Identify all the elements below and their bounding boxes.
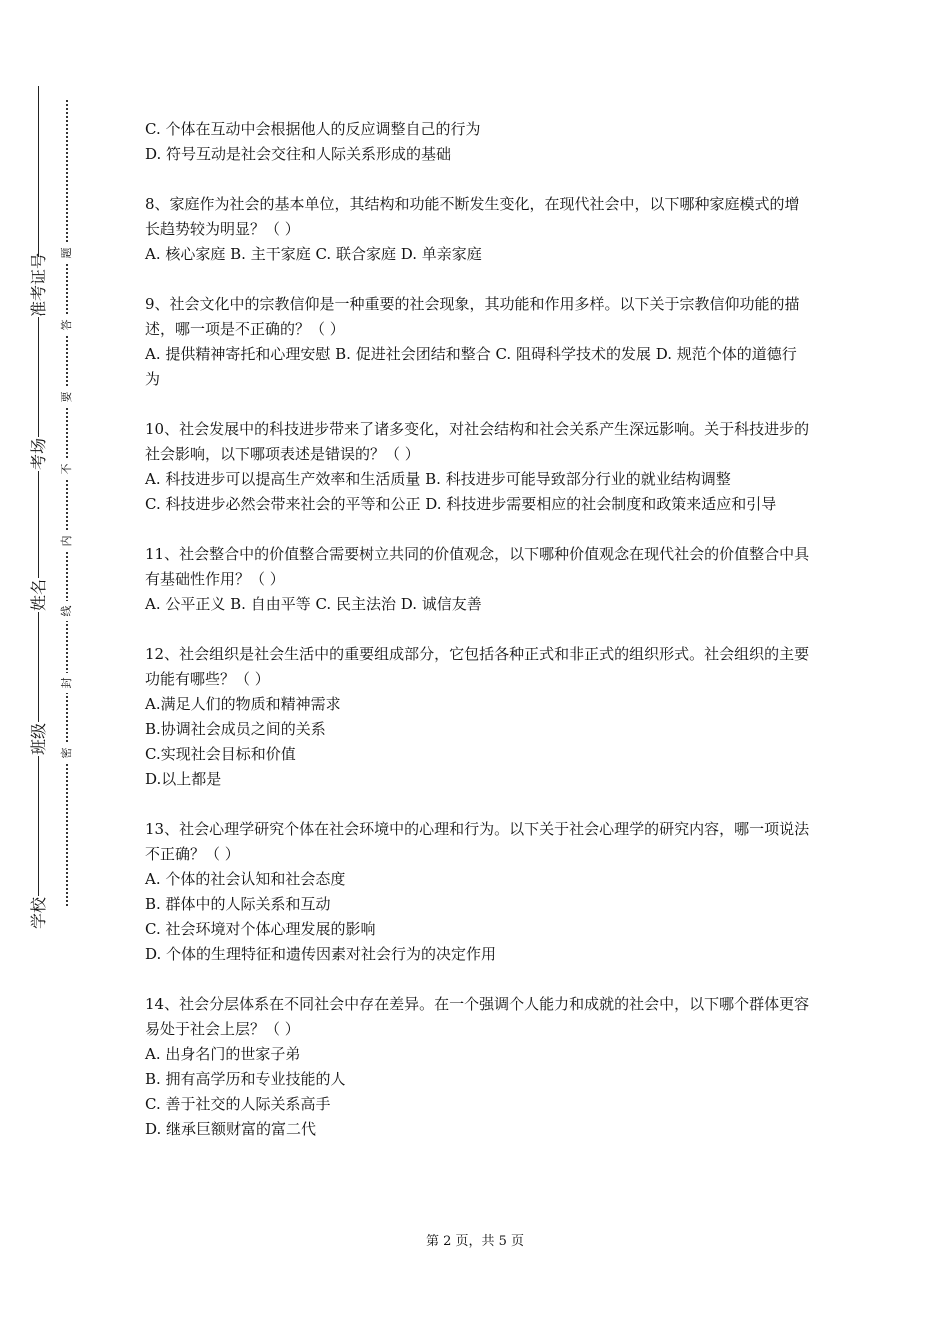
school-label: 学校 xyxy=(22,896,56,930)
seal-char: 密 xyxy=(58,743,76,763)
option: D. 符号互动是社会交往和人际关系形成的基础 xyxy=(145,145,452,163)
seal-dotted-line xyxy=(66,100,68,906)
question-text: 11、社会整合中的价值整合需要树立共同的价值观念，以下哪种价值观念在现代社会的价值整合中具有基础性作用？（ ） xyxy=(145,545,810,588)
seal-char: 不 xyxy=(58,459,76,479)
option: A. 提供精神寄托和心理安慰 B. 促进社会团结和整合 C. 阻碍科学技术的发展 D. 规范个体的道德行为 xyxy=(145,345,797,388)
seal-char: 内 xyxy=(58,531,76,551)
question-10 xyxy=(145,417,810,517)
name-label: 姓名 xyxy=(22,578,56,612)
exam-room-label: 考场 xyxy=(22,437,56,471)
question-text: 10、社会发展中的科技进步带来了诸多变化，对社会结构和社会关系产生深远影响。关于科技进步的社会影响，以下哪项表述是错误的？（ ） xyxy=(145,420,810,463)
option: C.实现社会目标和价值 xyxy=(145,745,296,763)
binding-solid-line xyxy=(38,86,39,924)
option: D. 个体的生理特征和遗传因素对社会行为的决定作用 xyxy=(145,945,497,963)
option: B. 拥有高学历和专业技能的人 xyxy=(145,1070,346,1088)
question-text: 14、社会分层体系在不同社会中存在差异。在一个强调个人能力和成就的社会中，以下哪个群体更容易处于社会上层？（ ） xyxy=(145,995,810,1038)
option: A. 科技进步可以提高生产效率和生活质量 B. 科技进步可能导致部分行业的就业结构调整 xyxy=(145,470,731,488)
seal-char: 线 xyxy=(58,601,76,621)
question-8 xyxy=(145,192,810,267)
question-text: 12、社会组织是社会生活中的重要组成部分，它包括各种正式和非正式的组织形式。社会组织的主要功能有哪些？（ ） xyxy=(145,645,810,688)
option: D. 继承巨额财富的富二代 xyxy=(145,1120,317,1138)
question-text: 8、家庭作为社会的基本单位，其结构和功能不断发生变化，在现代社会中，以下哪种家庭模式的增长趋势较为明显？（ ） xyxy=(145,195,800,238)
option: B.协调社会成员之间的关系 xyxy=(145,720,326,738)
question-13 xyxy=(145,817,810,967)
question-9 xyxy=(145,292,810,392)
exam-content xyxy=(145,117,810,1142)
option: A. 公平正义 B. 自由平等 C. 民主法治 D. 诚信友善 xyxy=(145,595,482,613)
seal-char: 封 xyxy=(58,673,76,693)
option: C. 个体在互动中会根据他人的反应调整自己的行为 xyxy=(145,120,481,138)
option: A. 核心家庭 B. 主干家庭 C. 联合家庭 D. 单亲家庭 xyxy=(145,245,482,263)
option: C. 科技进步必然会带来社会的平等和公正 D. 科技进步需要相应的社会制度和政策来适应和引导 xyxy=(145,495,777,513)
option: C. 社会环境对个体心理发展的影响 xyxy=(145,920,376,938)
option: C. 善于社交的人际关系高手 xyxy=(145,1095,331,1113)
option: A.满足人们的物质和精神需求 xyxy=(145,695,341,713)
option: D.以上都是 xyxy=(145,770,222,788)
question-12 xyxy=(145,642,810,792)
question-text: 9、社会文化中的宗教信仰是一种重要的社会现象，其功能和作用多样。以下关于宗教信仰功能的描述，哪一项是不正确的？（ ） xyxy=(145,295,800,338)
binding-margin xyxy=(0,0,120,1344)
class-label: 班级 xyxy=(22,722,56,756)
page-number: 第 2 页，共 5 页 xyxy=(425,1234,525,1249)
continued-options xyxy=(145,117,810,167)
option: A. 出身名门的世家子弟 xyxy=(145,1045,301,1063)
exam-number-label: 准考证号 xyxy=(22,257,56,317)
option: A. 个体的社会认知和社会态度 xyxy=(145,870,346,888)
seal-char: 答 xyxy=(58,315,76,335)
seal-char: 题 xyxy=(58,243,76,263)
seal-char: 要 xyxy=(58,387,76,407)
question-11 xyxy=(145,542,810,617)
question-text: 13、社会心理学研究个体在社会环境中的心理和行为。以下关于社会心理学的研究内容，哪一项说法不正确？（ ） xyxy=(145,820,810,863)
question-14 xyxy=(145,992,810,1142)
option: B. 群体中的人际关系和互动 xyxy=(145,895,331,913)
